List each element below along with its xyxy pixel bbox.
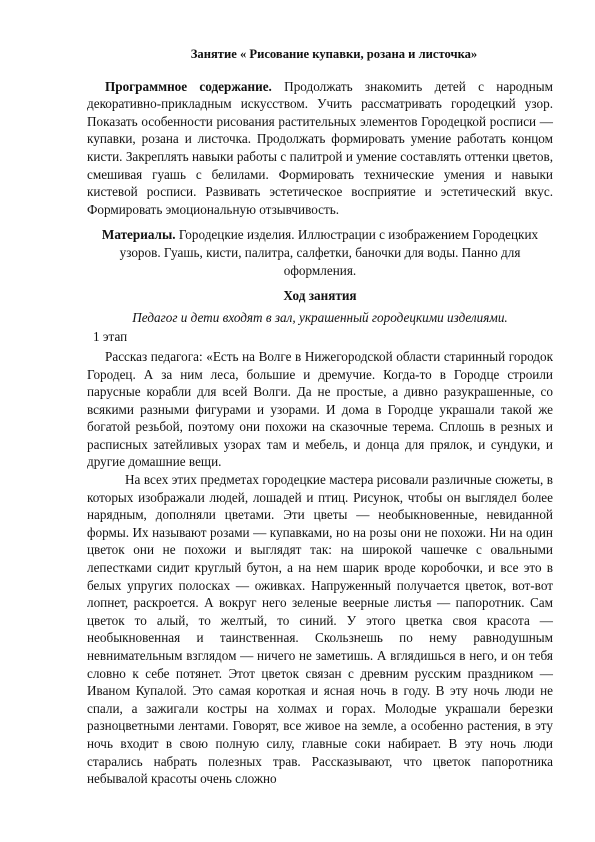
story-paragraph-2: На всех этих предметах городецкие мастера рисовали различные сюжеты, в которых изображали людей, лошадей и птиц. Рисунок, чтобы он выглядел более нарядным, дополняли цветами. Эти цветы — необыкновенные, невиданной формы. Их называют розами — купавками, но на розы они не похожи. Ни на один цветок они не похожи и выглядят так: на широкой чашечке с овальными лепестками сидит круглый бутон, а на нем шарик вроде коробочки, и все это в белых упругих полосках — оживках. Напруженный получается цветок, вот-вот лопнет, раскроется. А вокруг него зеленые веерные листья — папоротник. Сам цветок то алый, то желтый, то синий. У этого цветка своя красота — необыкновенная и таинственная. Скользнешь по нему равнодушным невнимательным взглядом — ничего не заметишь. А вглядишься в него, и он тебя словно к себе потянет. Этот цветок связан с древним русским праздником — Иваном Купалой. Это самая короткая и ясная ночь в году. В эту ночь люди не спали, а зажигали костры на холмах и горах. Молодые украшали березки разноцветными лентами. Говорят, все живое на земле, а особенно растения, в эту ночь входит в свою полную силу, главные соки набирает. В эту ночь люди старались набрать полезных трав. Рассказывают, что цветок папоротника небывалой красоты очень сложно <box>87 472 553 787</box>
program-content-label: Программное содержание. <box>105 78 272 94</box>
materials-label: Материалы. <box>101 227 176 243</box>
intro-italic-line: Педагог и дети входят в зал, украшенный городецкими изделиями. <box>132 309 508 325</box>
document-page <box>87 46 553 788</box>
materials-text: Городецкие изделия. Иллюстрации с изображением Городецких узоров. Гуашь, кисти, палитра, салфетки, баночки для воды. Панно для оформления. <box>119 227 539 278</box>
program-content-text: Продолжать знакомить детей с народным декоративно-прикладным искусством. Учить рассматривать городецкий узор. Показать особенности рисования растительных элементов Городецкой росписи — купавки, розана и листочка. Продолжать формировать умение работать концом кисти. Закреплять навыки работы с палитрой и умение составлять оттенки цветов, смешивая гуашь с белилами. Формировать технические умения и навыки кистевой росписи. Развивать эстетическое восприятие и эстетический вкус. Формировать эмоциональную отзывчивость. <box>87 78 553 217</box>
materials-paragraph <box>97 226 543 279</box>
stage-label: 1 этап <box>93 329 128 345</box>
lesson-progress-heading: Ход занятия <box>283 288 357 304</box>
program-content-paragraph <box>87 78 553 219</box>
document-title: Занятие « Рисование купавки, розана и листочка» <box>190 47 478 61</box>
story-paragraph-1: Рассказ педагога: «Есть на Волге в Нижегородской области старинный городок Городец. А за ним леса, большие и дремучие. Когда-то в Городце строили парусные корабли для всей Волги. Да не простые, а дивно разукрашенные, со всякими разными фигурами и узорами. И дома в Городце украшали такой же богатой резьбой, поэтому они похожи на сказочные терема. Сплошь в резных и расписных затейливых узорах там и мебель, и донца для прялок, и сундуки, и другие домашние вещи. <box>87 348 553 470</box>
